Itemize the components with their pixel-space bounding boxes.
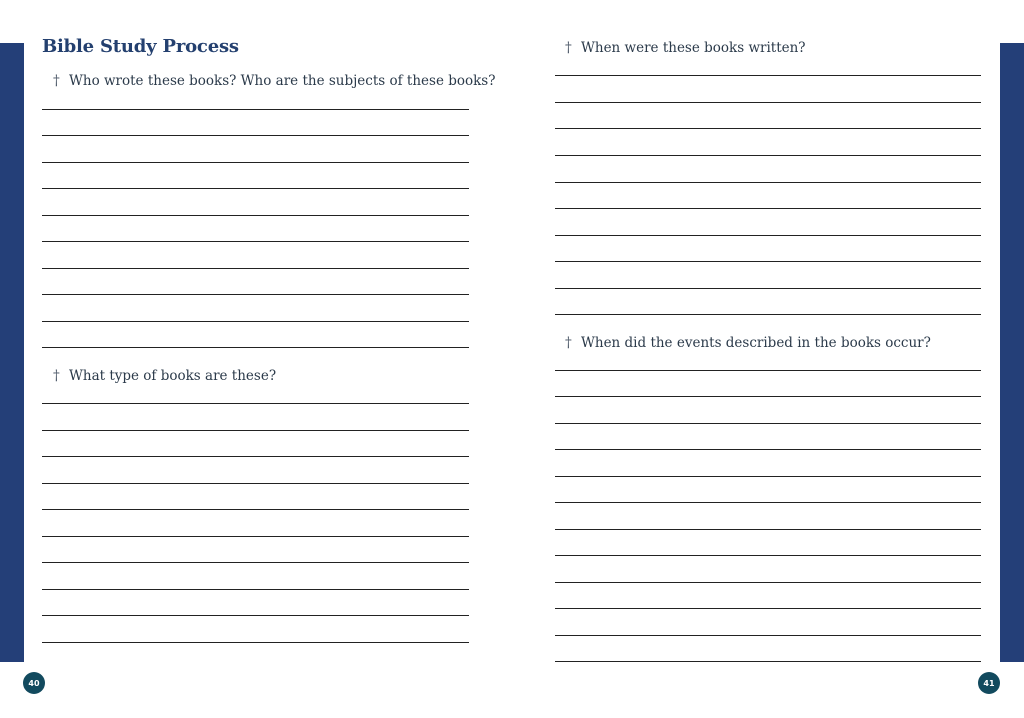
right-side-bar [1000, 43, 1024, 662]
dagger-icon: † [565, 40, 572, 56]
answer-line[interactable] [555, 476, 981, 477]
question-text: What type of books are these? [69, 368, 277, 384]
answer-line[interactable] [42, 615, 469, 616]
page-number-left: 40 [23, 672, 45, 694]
answer-line[interactable] [42, 430, 469, 431]
left-side-bar [0, 43, 24, 662]
answer-line[interactable] [555, 502, 981, 503]
answer-line[interactable] [555, 182, 981, 183]
answer-line[interactable] [555, 75, 981, 76]
answer-line[interactable] [555, 529, 981, 530]
answer-line[interactable] [555, 128, 981, 129]
answer-line[interactable] [42, 135, 469, 136]
answer-line[interactable] [42, 347, 469, 348]
question-text: Who wrote these books? Who are the subjects of these books? [69, 73, 496, 89]
answer-line[interactable] [555, 102, 981, 103]
answer-line[interactable] [555, 155, 981, 156]
answer-line[interactable] [555, 370, 981, 371]
answer-line[interactable] [42, 403, 469, 404]
dagger-icon: † [565, 335, 572, 351]
answer-line[interactable] [42, 642, 469, 643]
answer-line[interactable] [42, 509, 469, 510]
question-text: When did the events described in the books occur? [581, 335, 931, 351]
answer-line[interactable] [42, 162, 469, 163]
answer-line[interactable] [555, 396, 981, 397]
page-title: Bible Study Process [42, 36, 239, 57]
answer-line[interactable] [42, 536, 469, 537]
answer-line[interactable] [42, 456, 469, 457]
answer-line[interactable] [555, 208, 981, 209]
question-when-events [565, 335, 931, 351]
answer-line[interactable] [42, 109, 469, 110]
answer-line[interactable] [555, 449, 981, 450]
question-when-written [565, 40, 806, 56]
answer-line[interactable] [555, 582, 981, 583]
answer-line[interactable] [42, 483, 469, 484]
question-authors [53, 73, 495, 89]
answer-line[interactable] [555, 288, 981, 289]
answer-line[interactable] [555, 661, 981, 662]
answer-line[interactable] [555, 608, 981, 609]
answer-line[interactable] [42, 562, 469, 563]
answer-line[interactable] [555, 555, 981, 556]
dagger-icon: † [53, 368, 60, 384]
answer-line[interactable] [42, 215, 469, 216]
answer-line[interactable] [42, 589, 469, 590]
question-text: When were these books written? [581, 40, 806, 56]
answer-line[interactable] [42, 321, 469, 322]
answer-line[interactable] [555, 314, 981, 315]
answer-line[interactable] [555, 235, 981, 236]
answer-line[interactable] [555, 635, 981, 636]
answer-line[interactable] [42, 241, 469, 242]
page-number-right: 41 [978, 672, 1000, 694]
answer-line[interactable] [42, 294, 469, 295]
answer-line[interactable] [42, 268, 469, 269]
dagger-icon: † [53, 73, 60, 89]
question-book-type [53, 368, 276, 384]
answer-line[interactable] [555, 423, 981, 424]
answer-line[interactable] [555, 261, 981, 262]
answer-line[interactable] [42, 188, 469, 189]
